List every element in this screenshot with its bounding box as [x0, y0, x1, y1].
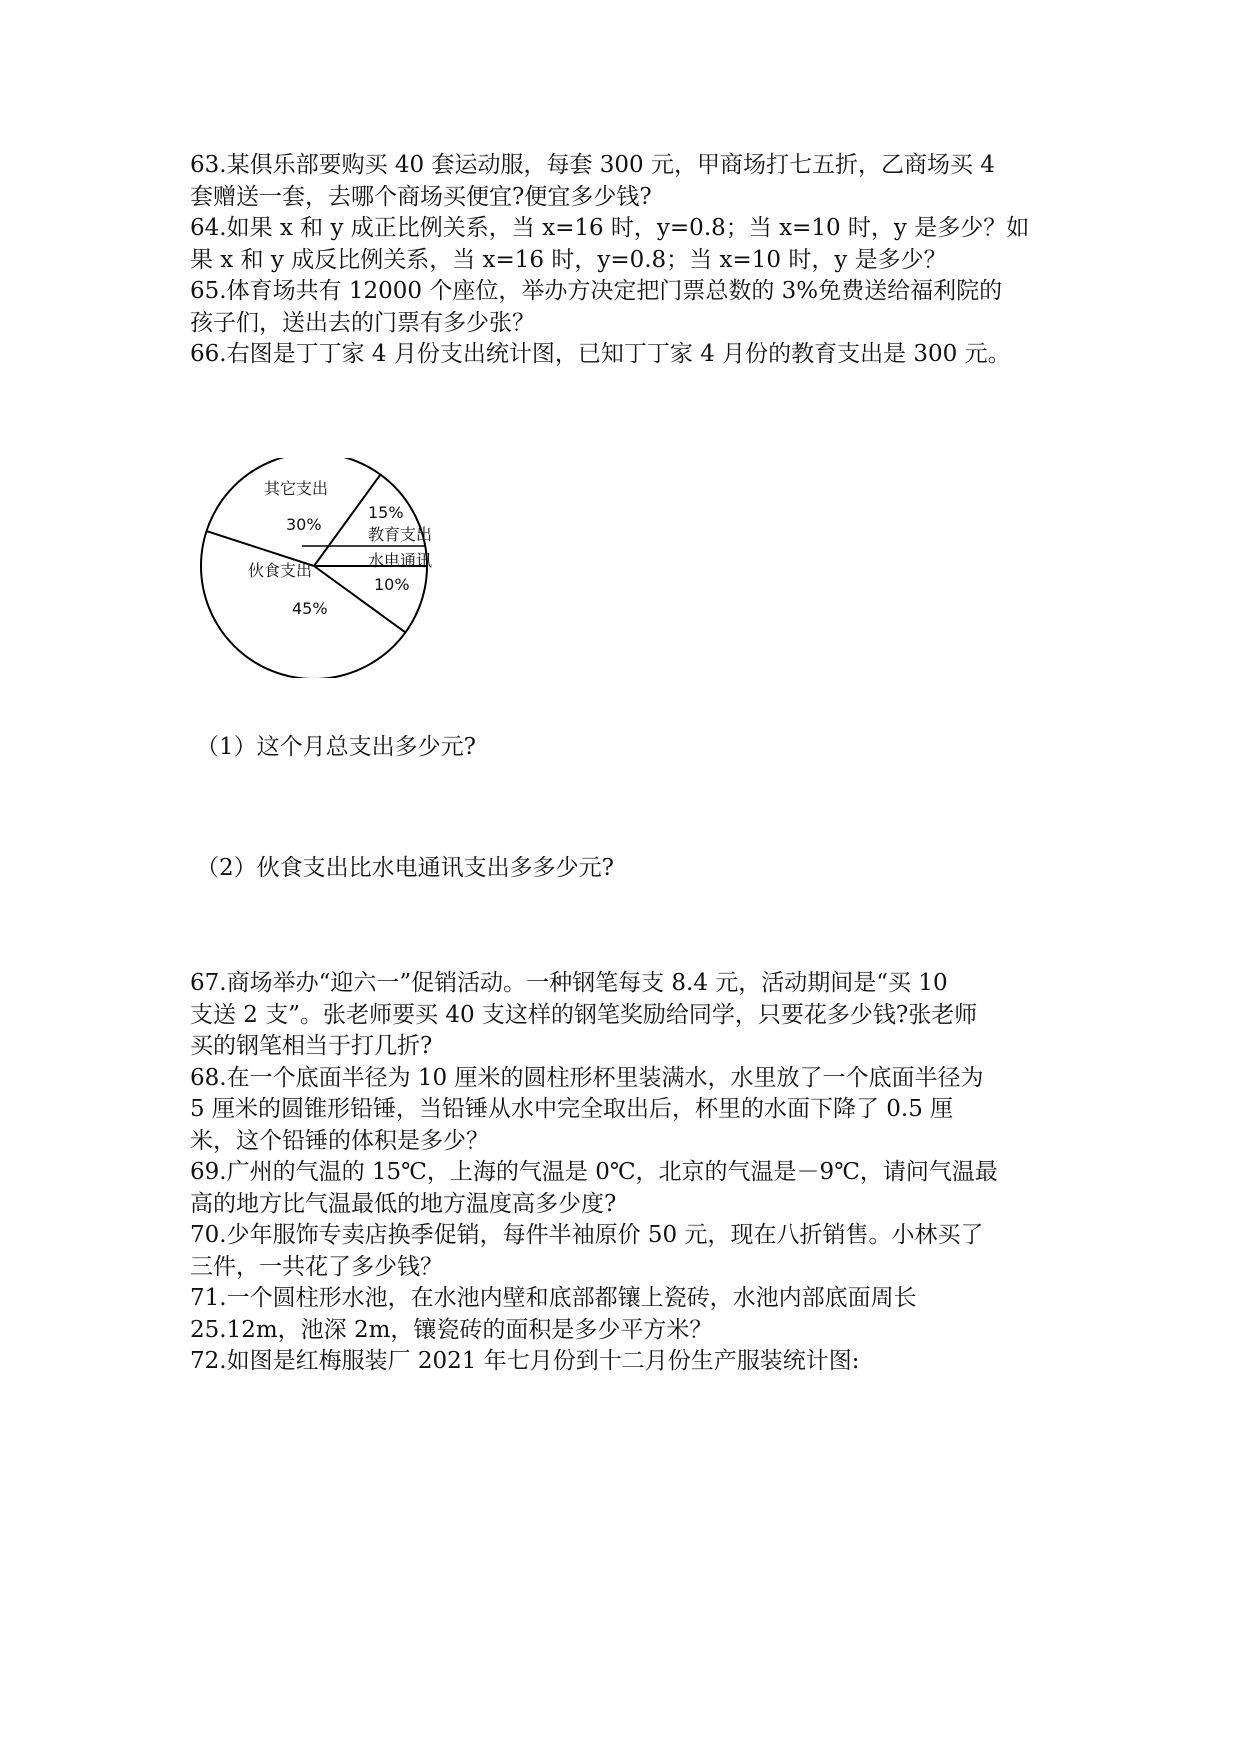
problem-line: 5 厘米的圆锥形铅锤，当铅锤从水中完全取出后，杯里的水面下降了 0.5 厘: [190, 1096, 954, 1122]
problem-line: 25.12m，池深 2m，镶瓷砖的面积是多少平方米？: [190, 1316, 713, 1343]
problem-line: 70.少年服饰专卖店换季促销，每件半袖原价 50 元，现在八折销售。小林买了: [190, 1222, 984, 1248]
pie-slice-label: 教育支出: [368, 525, 433, 544]
problem-line: 套赠送一套，去哪个商场买便宜?便宜多少钱?: [190, 183, 652, 210]
pie-slice-label: 伙食支出: [248, 561, 313, 580]
pie-slice-percent: 30%: [286, 515, 322, 534]
sub-question-1: （1）这个月总支出多少元?: [196, 734, 476, 760]
problem-line: 果 x 和 y 成反比例关系，当 x=16 时，y=0.8；当 x=10 时，y 是多少？: [190, 246, 947, 273]
problem-line: 68.在一个底面半径为 10 厘米的圆柱形杯里装满水，水里放了一个底面半径为: [190, 1064, 984, 1091]
problem: [190, 968, 1070, 1063]
problem-line: 高的地方比气温最低的地方温度高多少度?: [190, 1190, 617, 1217]
problem: [190, 1220, 1070, 1283]
problem-line: 孩子们，送出去的门票有多少张？: [190, 309, 535, 336]
problem-line: 71.一个圆柱形水池，在水池内壁和底部都镶上瓷砖，水池内部底面周长: [190, 1285, 917, 1311]
expense-pie-chart: [196, 458, 436, 678]
problem-line: 买的钢笔相当于打几折?: [190, 1033, 433, 1059]
problem: [190, 1157, 1070, 1220]
pie-slice-percent: 45%: [292, 599, 328, 618]
problem: [190, 1283, 1070, 1346]
problem: [190, 150, 1070, 213]
pie-slice-percent: 15%: [368, 503, 404, 522]
problem-line: 67.商场举办“迎六一”促销活动。一种钢笔每支 8.4 元，活动期间是“买 10: [190, 970, 948, 996]
problem-line: 66.右图是丁丁家 4 月份支出统计图，已知丁丁家 4 月份的教育支出是 300 元。: [190, 341, 1011, 367]
pie-slice-percent: 10%: [374, 575, 410, 594]
problem-line: 65.体育场共有 12000 个座位，举办方决定把门票总数的 3%免费送给福利院的: [190, 278, 1003, 304]
problem: [190, 339, 1070, 371]
problem-line: 63.某俱乐部要购买 40 套运动服，每套 300 元，甲商场打七五折，乙商场买 4: [190, 152, 995, 178]
sub-question-2: （2）伙食支出比水电通讯支出多多少元?: [196, 855, 614, 881]
problem-line: 米，这个铅锤的体积是多少？: [190, 1127, 489, 1154]
pie-slice-label: 其它支出: [264, 479, 329, 498]
pie-slice-label: 水电通讯: [368, 551, 433, 570]
problem: [190, 213, 1070, 276]
problem: [190, 1063, 1070, 1158]
problem-line: 69.广州的气温的 15℃，上海的气温是 0℃，北京的气温是－9℃，请问气温最: [190, 1159, 998, 1185]
problem-line: 支送 2 支”。张老师要买 40 支这样的钢笔奖励给同学，只要花多少钱?张老师: [190, 1001, 978, 1028]
problems-top: [190, 150, 1070, 371]
problem: [190, 1346, 1070, 1378]
problem-line: 72.如图是红梅服装厂 2021 年七月份到十二月份生产服装统计图:: [190, 1348, 860, 1374]
problem-line: 64.如果 x 和 y 成正比例关系，当 x=16 时，y=0.8；当 x=10 时，y 是多少？如: [190, 215, 1030, 241]
problem: [190, 276, 1070, 339]
problem-line: 三件，一共花了多少钱？: [190, 1253, 443, 1280]
problems-bottom: [190, 968, 1070, 1378]
